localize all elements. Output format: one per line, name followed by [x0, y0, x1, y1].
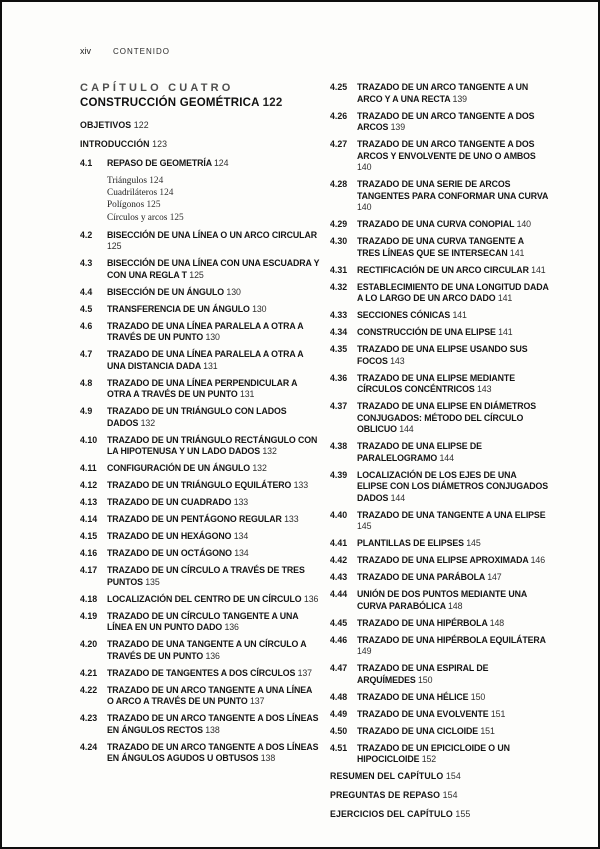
toc-entry [80, 497, 320, 509]
left-column [80, 82, 320, 770]
toc-subitem: Cuadriláteros 124 [107, 188, 174, 199]
entry-number: 4.34 [330, 327, 348, 337]
entry-number: 4.41 [330, 538, 348, 548]
toc-item: EJERCICIOS DEL CAPÍTULO 155 [330, 809, 471, 819]
toc-item: PREGUNTAS DE REPASO 154 [330, 790, 458, 800]
toc-item-page: 122 [133, 120, 149, 130]
toc-entry [80, 742, 320, 765]
toc-entry [330, 111, 549, 134]
entry-page: 130 [226, 286, 241, 297]
toc-entry [330, 635, 549, 658]
entry-number: 4.20 [80, 639, 98, 650]
entry-page: 150 [417, 674, 433, 685]
toc-entry [330, 344, 549, 367]
entry-page: 143 [476, 384, 492, 394]
subitem-page: 124 [149, 176, 164, 186]
entry-page: 131 [203, 360, 218, 371]
entry-title: TRAZADO DE UNA HIPÉRBOLA 148 [357, 617, 505, 628]
toc-entry [330, 618, 549, 630]
toc-subitem: Círculos y arcos 125 [107, 212, 184, 223]
page-content [2, 2, 598, 828]
toc-entry [330, 401, 549, 436]
toc-item: RESUMEN DEL CAPÍTULO 154 [330, 771, 461, 781]
subitem-list [107, 175, 320, 224]
toc-entry [330, 538, 549, 550]
toc-entry [80, 685, 320, 708]
entry-page: 138 [260, 753, 276, 764]
toc-item: INTRODUCCIÓN 123 [80, 139, 168, 149]
entry-page: 144 [390, 492, 406, 503]
toc-entry [330, 327, 549, 339]
entry-number: 4.27 [330, 139, 348, 149]
entry-title: TRAZADO DE UNA ESPIRAL DE ARQUÍMEDES 150 [357, 663, 489, 685]
entry-title: TRAZADO DE UNA ELIPSE EN DIÁMETROS CONJUGADOS: MÉTODO DEL CÍRCULO OBLICUO 144 [357, 401, 537, 434]
entry-page: 136 [205, 650, 220, 661]
entry-page: 139 [452, 93, 467, 104]
toc-entry [80, 158, 320, 170]
entry-page: 140 [357, 162, 372, 172]
page-folio: xiv [80, 46, 91, 56]
entry-number: 4.11 [80, 463, 97, 474]
toc-entry [80, 287, 320, 299]
entry-title: TRAZADO DE UN TRIÁNGULO RECTÁNGULO CON LA HIPOTENUSA Y UN LADO DADOS 132 [107, 434, 318, 457]
entry-number: 4.32 [330, 281, 348, 292]
toc-entry [330, 470, 549, 505]
entry-title: TRAZADO DE UNA ELIPSE DE PARALELOGRAMO 144 [357, 441, 482, 463]
toc-item-page: 123 [152, 139, 168, 149]
entry-number: 4.18 [80, 593, 98, 604]
entry-title: TRAZADO DE UNA EVOLVENTE 151 [357, 708, 506, 719]
entry-title: TRAZADO DE UNA LÍNEA PARALELA A OTRA A UNA DISTANCIA DADA 131 [107, 349, 304, 371]
toc-entry [80, 639, 320, 662]
entry-title: TRAZADO DE UN OCTÁGONO 134 [107, 548, 249, 559]
entry-title: TRAZADO DE UNA CURVA CONOPIAL 140 [357, 219, 531, 229]
entry-number: 4.47 [330, 663, 348, 673]
entry-number: 4.1 [80, 158, 93, 168]
entry-page: 141 [497, 293, 513, 303]
toc-entry [330, 743, 549, 766]
toc-subitem: Polígonos 125 [107, 200, 161, 211]
toc-entry [80, 463, 320, 475]
toc-entry [330, 282, 549, 305]
entry-title: CONSTRUCCIÓN DE UNA ELIPSE 141 [357, 327, 513, 337]
subitem-page: 125 [169, 212, 184, 223]
toc-entry [80, 230, 320, 253]
entry-number: 4.17 [80, 565, 98, 576]
subitem-page: 124 [159, 188, 174, 199]
entry-title: TRAZADO DE UNA HÉLICE 150 [357, 691, 486, 702]
toc-entry [330, 441, 549, 464]
entry-number: 4.39 [330, 469, 348, 480]
entry-page: 141 [531, 264, 546, 275]
entry-page: 144 [399, 424, 414, 434]
entry-number: 4.14 [80, 514, 98, 525]
chapter-title-text: CONSTRUCCIÓN GEOMÉTRICA [80, 97, 260, 109]
entry-title: TRAZADO DE UN PENTÁGONO REGULAR 133 [107, 514, 299, 525]
toc-entry [330, 555, 549, 567]
toc-entry [80, 406, 320, 429]
entry-title: TRAZADO DE UN ARCO TANGENTE A DOS LÍNEAS EN ÁNGULOS AGUDOS U OBTUSOS 138 [107, 741, 319, 764]
entry-title: BISECCIÓN DE UN ÁNGULO 130 [107, 286, 241, 297]
entry-title: TRAZADO DE UNA SERIE DE ARCOS TANGENTES PARA CONFORMAR UNA CURVA 140 [357, 179, 548, 212]
toc-entry [80, 668, 320, 680]
entry-title: TRAZADO DE UNA CURVA TANGENTE A TRES LÍNEAS QUE SE INTERSECAN 141 [357, 236, 525, 258]
entry-page: 140 [357, 202, 372, 212]
entry-page: 124 [214, 158, 229, 168]
right-entry-list [330, 82, 549, 766]
entry-title: RECTIFICACIÓN DE UN ARCO CIRCULAR 141 [357, 264, 546, 275]
entry-number: 4.29 [330, 219, 348, 229]
entry-page: 125 [107, 241, 122, 252]
entry-number: 4.12 [80, 480, 98, 491]
toc-entry [330, 726, 549, 738]
entry-page: 140 [516, 219, 531, 229]
entry-title: TRAZADO DE UNA LÍNEA PARALELA A OTRA A TRAVÉS DE UN PUNTO 130 [107, 320, 304, 343]
entry-title: TRAZADO DE UN ARCO TANGENTE A UN ARCO Y A UNA RECTA 139 [357, 82, 529, 104]
entry-title: BISECCIÓN DE UNA LÍNEA O UN ARCO CIRCULAR 125 [107, 229, 317, 252]
entry-page: 141 [452, 310, 467, 320]
toc-item-page: 155 [455, 809, 471, 819]
toc-entry [330, 373, 549, 396]
entry-number: 4.5 [80, 303, 93, 314]
entry-title: UNIÓN DE DOS PUNTOS MEDIANTE UNA CURVA PARABÓLICA 148 [357, 589, 527, 611]
entry-page: 149 [357, 646, 372, 656]
entry-page: 152 [421, 754, 437, 764]
entry-number: 4.2 [80, 229, 93, 240]
entry-number: 4.23 [80, 713, 98, 724]
entry-page: 139 [390, 122, 406, 132]
entry-title: TRAZADO DE UN ARCO TANGENTE A UNA LÍNEA O ARCO A TRAVÉS DE UN PUNTO 137 [107, 684, 312, 707]
entry-title: TRAZADO DE UN ARCO TANGENTE A DOS LÍNEAS EN ÁNGULOS RECTOS 138 [107, 713, 319, 735]
entry-number: 4.9 [80, 406, 93, 417]
entry-number: 4.6 [80, 320, 93, 331]
back-matter-list [330, 771, 549, 821]
toc-entry [80, 321, 320, 344]
entry-number: 4.15 [80, 531, 98, 542]
toc-entry [330, 179, 549, 214]
entry-page: 134 [233, 531, 249, 542]
entry-page: 144 [439, 452, 454, 463]
entry-number: 4.38 [330, 441, 348, 451]
entry-title: REPASO DE GEOMETRÍA 124 [107, 158, 229, 168]
toc-entry [80, 514, 320, 526]
entry-title: TRAZADO DE UN TRIÁNGULO EQUILÁTERO 133 [107, 480, 308, 491]
entry-number: 4.42 [330, 555, 348, 565]
entry-number: 4.22 [80, 684, 98, 695]
entry-title: TRAZADO DE UN CÍRCULO A TRAVÉS DE TRES PUNTOS 135 [107, 565, 305, 587]
entry-page: 136 [224, 622, 239, 633]
entry-number: 4.44 [330, 589, 348, 599]
toc-entry [80, 480, 320, 492]
toc-entry [330, 310, 549, 322]
left-entry-list [80, 158, 320, 765]
chapter-title [80, 97, 320, 109]
entry-title: LOCALIZACIÓN DEL CENTRO DE UN CÍRCULO 136 [107, 593, 319, 604]
entry-title: TRAZADO DE UNA TANGENTE A UN CÍRCULO A TRAVÉS DE UN PUNTO 136 [107, 639, 307, 661]
entry-page: 136 [303, 593, 319, 604]
entry-page: 132 [252, 463, 267, 474]
entry-number: 4.45 [330, 617, 348, 628]
entry-title: TRAZADO DE UNA ELIPSE APROXIMADA 146 [357, 555, 546, 565]
toc-entry [330, 663, 549, 686]
entry-number: 4.50 [330, 725, 348, 736]
entry-title: TRAZADO DE TANGENTES A DOS CÍRCULOS 137 [107, 667, 312, 678]
entry-number: 4.25 [330, 82, 348, 92]
toc-entry [80, 594, 320, 606]
toc-entry [80, 304, 320, 316]
entry-title: TRAZADO DE UN CUADRADO 133 [107, 497, 249, 508]
entry-number: 4.19 [80, 610, 98, 621]
toc-entry [80, 349, 320, 372]
entry-page: 133 [284, 514, 299, 525]
entry-number: 4.33 [330, 310, 348, 320]
entry-page: 134 [234, 548, 249, 559]
chapter-page: 122 [262, 97, 283, 109]
entry-number: 4.28 [330, 179, 348, 189]
toc-entry [80, 565, 320, 588]
toc-entry [330, 572, 549, 584]
entry-title: LOCALIZACIÓN DE LOS EJES DE UNA ELIPSE CON LOS DIÁMETROS CONJUGADOS DADOS 144 [357, 469, 549, 503]
running-head [80, 46, 550, 56]
entry-number: 4.46 [330, 634, 348, 645]
entry-number: 4.35 [330, 344, 348, 354]
subitem-page: 125 [146, 200, 161, 211]
toc-entry [80, 548, 320, 560]
front-matter-list [80, 120, 320, 151]
entry-title: TRAZADO DE UN HEXÁGONO 134 [107, 531, 249, 542]
entry-title: TRAZADO DE UN TRIÁNGULO CON LADOS DADOS 132 [107, 406, 287, 428]
entry-page: 147 [487, 572, 502, 582]
entry-page: 133 [293, 480, 308, 491]
entry-title: BISECCIÓN DE UNA LÍNEA CON UNA ESCUADRA Y CON UNA REGLA T 125 [107, 258, 320, 280]
toc-entry [330, 510, 549, 533]
entry-title: TRAZADO DE UNA TANGENTE A UNA ELIPSE 145 [357, 509, 546, 531]
toc-entry [330, 236, 549, 259]
entry-page: 141 [498, 327, 513, 337]
toc-item-page: 154 [442, 790, 458, 800]
entry-number: 4.21 [80, 667, 98, 678]
entry-title: TRAZADO DE UNA ELIPSE USANDO SUS FOCOS 143 [357, 344, 528, 366]
entry-title: TRAZADO DE UNA ELIPSE MEDIANTE CÍRCULOS CONCÉNTRICOS 143 [357, 372, 515, 394]
entry-page: 148 [489, 617, 505, 628]
toc-columns [80, 82, 550, 828]
chapter-kicker: CAPÍTULO CUATRO [80, 82, 234, 94]
toc-entry [330, 219, 549, 231]
entry-title: TRAZADO DE UN CÍRCULO TANGENTE A UNA LÍNEA EN UN PUNTO DADO 136 [107, 610, 299, 633]
entry-page: 132 [262, 446, 277, 457]
entry-number: 4.7 [80, 349, 93, 360]
entry-page: 151 [480, 725, 495, 736]
toc-item: OBJETIVOS 122 [80, 120, 149, 130]
entry-number: 4.43 [330, 572, 348, 582]
running-title: CONTENIDO [113, 47, 170, 56]
entry-number: 4.16 [80, 548, 98, 559]
toc-entry [330, 692, 549, 704]
toc-entry [80, 611, 320, 634]
right-column [330, 82, 549, 828]
toc-entry [330, 265, 549, 277]
toc-entry [330, 709, 549, 721]
entry-page: 141 [509, 247, 525, 258]
entry-page: 150 [470, 691, 486, 702]
entry-number: 4.30 [330, 236, 348, 246]
toc-entry [330, 139, 549, 174]
entry-number: 4.26 [330, 110, 348, 121]
entry-title: TRAZADO DE UN ARCO TANGENTE A DOS ARCOS Y ENVOLVENTE DE UNO O AMBOS 140 [357, 139, 536, 172]
entry-title: TRANSFERENCIA DE UN ÁNGULO 130 [107, 303, 267, 314]
entry-number: 4.37 [330, 401, 348, 411]
entry-page: 131 [239, 389, 255, 400]
toc-entry [330, 82, 549, 105]
entry-number: 4.36 [330, 372, 348, 383]
entry-number: 4.40 [330, 509, 348, 520]
entry-title: TRAZADO DE UN ARCO TANGENTE A DOS ARCOS 139 [357, 110, 535, 132]
entry-page: 132 [140, 417, 156, 428]
entry-title: TRAZADO DE UNA LÍNEA PERPENDICULAR A OTRA A TRAVÉS DE UN PUNTO 131 [107, 377, 298, 400]
toc-entry [80, 258, 320, 281]
entry-number: 4.51 [330, 742, 348, 753]
entry-number: 4.49 [330, 708, 348, 719]
toc-subitem: Triángulos 124 [107, 176, 164, 186]
entry-title: CONFIGURACIÓN DE UN ÁNGULO 132 [107, 463, 267, 474]
toc-entry [330, 589, 549, 612]
entry-page: 130 [252, 303, 267, 314]
entry-number: 4.24 [80, 741, 98, 752]
entry-page: 135 [145, 576, 160, 587]
toc-entry [80, 531, 320, 543]
entry-number: 4.3 [80, 258, 93, 269]
entry-title: TRAZADO DE UNA CICLOIDE 151 [357, 725, 495, 736]
entry-number: 4.4 [80, 286, 93, 297]
entry-page: 137 [250, 696, 265, 707]
entry-title: PLANTILLAS DE ELIPSES 145 [357, 538, 481, 548]
entry-page: 143 [390, 355, 405, 366]
entry-page: 133 [233, 497, 249, 508]
entry-number: 4.48 [330, 691, 348, 702]
entry-number: 4.10 [80, 434, 98, 445]
entry-number: 4.13 [80, 497, 98, 508]
entry-title: TRAZADO DE UNA PARÁBOLA 147 [357, 572, 502, 582]
entry-title: TRAZADO DE UNA HIPÉRBOLA EQUILÁTERA 149 [357, 634, 546, 656]
entry-page: 125 [189, 269, 204, 280]
entry-number: 4.31 [330, 264, 348, 275]
entry-page: 145 [357, 521, 372, 531]
entry-title: TRAZADO DE UN EPICICLOIDE O UN HIPOCICLOIDE 152 [357, 742, 510, 764]
entry-page: 148 [448, 600, 463, 611]
toc-entry [80, 435, 320, 458]
toc-item-page: 154 [445, 771, 461, 781]
entry-page: 145 [466, 538, 481, 548]
entry-number: 4.8 [80, 377, 93, 388]
toc-entry [80, 713, 320, 736]
toc-entry [80, 378, 320, 401]
entry-page: 137 [297, 667, 312, 678]
entry-title: ESTABLECIMIENTO DE UNA LONGITUD DADA A LO LARGO DE UN ARCO DADO 141 [357, 281, 549, 303]
entry-title: SECCIONES CÓNICAS 141 [357, 310, 467, 320]
entry-page: 146 [530, 555, 546, 565]
entry-page: 138 [205, 724, 220, 735]
entry-page: 151 [490, 708, 506, 719]
entry-page: 130 [205, 332, 220, 343]
